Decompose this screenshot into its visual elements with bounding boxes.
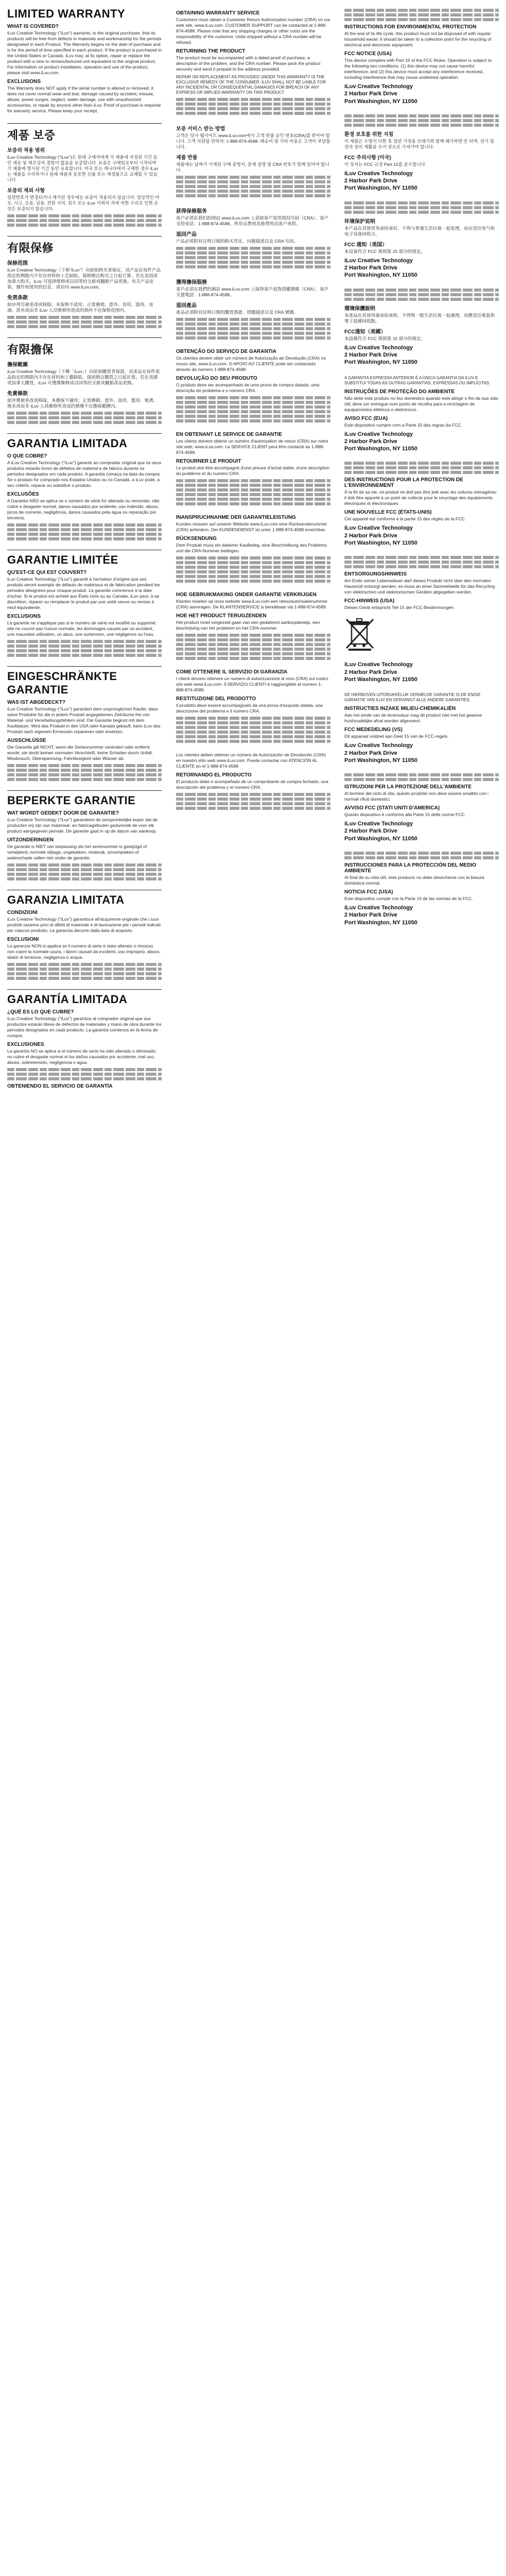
heading-ko-fcc: FCC 주의사항 (미국) xyxy=(344,155,391,161)
street-address: 2 Harbor Park Drive xyxy=(344,828,397,835)
heading-en-return: RETURNING THE PRODUCT xyxy=(176,48,246,54)
heading-es-exclusions: EXCLUSIONES xyxy=(7,1042,44,1047)
heading-tw-coverage: 擔保範圍 xyxy=(7,362,28,368)
text-de-environment: Am Ende seiner Lebensdauer darf dieses Produkt nicht über den normalen Hausmüll entsorgt werden; es muss an einer Sammelstelle für das Recycling von elektrischen und elektronischen Geräten abgegeben werden. xyxy=(344,578,495,595)
section-zh-warranty xyxy=(7,236,162,328)
text-fr-exclusions: La garantie ne s'applique pas si le numéro de série est modifié ou supprimé; elle ne couvre pas l'usure normale, les dommages causés par un accident, une mauvaise utilisation, un abus, une surtension, une négligence ou l'eau. xyxy=(7,620,157,637)
heading-en-fcc: FCC NOTICE (USA) xyxy=(344,51,392,57)
section-de-warranty xyxy=(7,666,162,781)
text-zh-return: 产品必须附有注明日期的购买凭证、问题描述以及 CRA 号码。 xyxy=(176,239,299,244)
text-pt-service: Os clientes devem obter um número de Autorização de Devolução (CRA) no nosso site, www.iLuv.com. O APOIO AO CLIENTE pode ser contactado através do número 1-888-874-4588. xyxy=(176,355,326,372)
text-zh-service: 客户必须在我们的网站 www.iLuv.com 上获取客户退货授权号码（CRA）。客户支持电话：1-888-874-4588。所有运费或其他费用由客户承担。 xyxy=(176,215,329,226)
column-left xyxy=(7,7,162,1098)
heading-en-exclusions: EXCLUSIONS xyxy=(7,79,41,84)
text-de-return: Dem Produkt muss ein datierter Kaufbeleg, eine Beschreibung des Problems und die CRA-Nummer beiliegen. xyxy=(176,543,327,553)
heading-de-fcc: FCC-HINWEIS (USA) xyxy=(344,598,395,604)
heading-es-fcc: NOTICIA FCC (USA) xyxy=(344,889,393,895)
text-tw-fcc: 本設備符合 FCC 規則第 15 部分的規定。 xyxy=(344,335,426,341)
text-ko-coverage: iLuv Creative Technology ("iLuv")은 원래 구매자에게 각 제품에 지정된 기간 동안 재료 및 제조상의 결함이 없음을 보증합니다. 보증은 구매일로부터 시작되며 각 제품에 명시된 기간 동안 유효합니다. 미국 또는 캐나다에서 구매한 경우 iLuv는 제품을 수리하거나 원래 제품과 동등한 신품 또는 재생품으로 교체할 수 있습니다. xyxy=(7,155,159,182)
heading-de-return: RÜCKSENDUNG xyxy=(176,536,217,541)
heading-tw-environment: 環境保護說明 xyxy=(344,306,375,312)
text-nl-environment: Aan het einde van de levensduur mag dit product niet met het gewone huishoudelijke afval worden afgevoerd. xyxy=(344,713,482,724)
section-zh-notices xyxy=(344,201,499,279)
text-fr-coverage: iLuv Creative Technology ("iLuv") garantit à l'acheteur d'origine que ses produits seront exempts de défauts de matériaux et de fabrication pendant les périodes désignées pour chaque produit. La garantie commence à la date d'achat. Si le produit est acheté aux États-Unis ou au Canada, iLuv peut, à sa discrétion, réparer ou remplacer le produit par une unité neuve ou remise à neuf équivalente. xyxy=(7,577,160,610)
company-name: iLuv Creative Technology xyxy=(344,742,413,749)
text-es-environment: Al final de su vida útil, este producto no debe desecharse con la basura doméstica normal. xyxy=(344,875,484,886)
heading-ko-environment: 환경 보호를 위한 지침 xyxy=(344,131,394,138)
section-ko-notices xyxy=(344,114,499,192)
heading-pt-environment: INSTRUÇÕES DE PROTEÇÃO DO AMBIENTE xyxy=(344,388,455,395)
heading-nl-coverage: WAT WORDT GEDEKT DOOR DE GARANTIE? xyxy=(7,810,119,816)
city-address: Port Washington, NY 11050 xyxy=(344,676,417,683)
title-es: GARANTÍA LIMITADA xyxy=(7,989,162,1006)
heading-es-return: RETORNANDO EL PRODUCTO xyxy=(176,772,252,778)
company-name: iLuv Creative Technology xyxy=(344,431,413,437)
heading-zh-exclusions: 免责条款 xyxy=(7,295,28,301)
section-nl-service xyxy=(176,592,330,660)
section-ko-service xyxy=(176,124,330,197)
heading-fr-service: EN OBTENANT LE SERVICE DE GARANTIE xyxy=(176,432,282,437)
title-en: LIMITED WARRANTY xyxy=(7,7,126,20)
heading-fr-environment: DES INSTRUCTIONS POUR LA PROTECTION DE L'ENVIRONNEMENT xyxy=(344,477,463,489)
section-ko-warranty xyxy=(7,123,162,227)
city-address: Port Washington, NY 11050 xyxy=(344,540,417,547)
heading-it-return: RESTITUZIONE DEL PRODOTTO xyxy=(176,696,256,702)
text-tw-environment: 本產品在其使用壽命結束時，不得與一般生活垃圾一起處理，而應送往電氣和電子設備回收點。 xyxy=(344,312,495,324)
heading-it-service: COME OTTENERE IL SERVIZIO DI GARANZIA xyxy=(176,669,288,675)
text-nl-disclaimer: DE HIERBOVEN UITDRUKKELIJK VERMELDE GARANTIE IS DE ENIGE GARANTIE VAN ILUV EN VERVANGT ALLE ANDERE GARANTIES. xyxy=(344,692,481,703)
text-pt-disclaimer: A GARANTIA EXPRESSA ANTERIOR É A ÚNICA GARANTIA DA ILUV E SUBSTITUI TODAS AS OUTRAS GARANTIAS, EXPRESSAS OU IMPLÍCITAS. xyxy=(344,375,491,385)
heading-nl-fcc: FCC MEDEDELING (VS) xyxy=(344,727,403,733)
heading-en-coverage: WHAT IS COVERED? xyxy=(7,24,59,29)
section-it-warranty xyxy=(7,890,162,980)
city-address: Port Washington, NY 11050 xyxy=(344,185,417,192)
heading-nl-exclusions: UITZONDERINGEN xyxy=(7,837,54,843)
text-fr-fcc: Cet appareil est conforme à la partie 15 des règles de la FCC. xyxy=(344,516,466,522)
text-nl-fcc: Dit apparaat voldoet aan Deel 15 van de FCC-regels. xyxy=(344,734,449,739)
heading-fr-coverage: QU'EST-CE QUI EST COUVERT? xyxy=(7,570,87,575)
heading-fr-return: RETOURNER LE PRODUIT xyxy=(176,459,241,464)
city-address: Port Washington, NY 11050 xyxy=(344,98,417,105)
text-tw-return: 產品必須附有註明日期的購買憑證、問題描述以及 CRA 號碼。 xyxy=(176,310,299,315)
heading-de-exclusions: AUSSCHLÜSSE xyxy=(7,738,46,743)
text-fr-environment: À la fin de sa vie, ce produit ne doit pas être jeté avec les ordures ménagères; il doit être apporté à un point de collecte pour le recyclage des équipements électriques et électroniques. xyxy=(344,489,497,506)
heading-zh-service: 获得保修服务 xyxy=(176,209,207,214)
section-es-notices xyxy=(344,852,499,926)
section-nl-notices xyxy=(344,692,499,764)
city-address: Port Washington, NY 11050 xyxy=(344,757,417,764)
text-ko-service: 고객은 당사 웹사이트 www.iLuv.com에서 고객 반품 승인 번호(CRA)를 받아야 합니다. 고객 지원팀 연락처: 1-888-874-4588. 배송비 및 기타 비용은 고객이 부담합니다. xyxy=(176,133,330,149)
section-es-service xyxy=(176,752,330,810)
text-en-return: The product must be accompanied with a dated proof of purchase, a description of the problem, and the CRA number. Please pack the product securely and send it prepaid to the address provided. xyxy=(176,55,321,72)
heading-it-environment: ISTRUZIONI PER LA PROTEZIONE DELL'AMBIENTE xyxy=(344,784,472,790)
heading-nl-environment: INSTRUCTIES INZAKE MILIEU-CHEMIKALIËN xyxy=(344,706,456,712)
company-name: iLuv Creative Technology xyxy=(344,662,413,668)
city-address: Port Washington, NY 11050 xyxy=(344,835,417,842)
text-fr-service: Les clients doivent obtenir un numéro d'autorisation de retour (CRA) sur notre site web, www.iLuv.com. Le SERVICE CLIENT peut être contacté au 1-888-874-4588. xyxy=(176,438,328,455)
section-tw-notices xyxy=(344,289,499,366)
heading-zh-return: 退回产品 xyxy=(176,232,197,238)
address-block-fr xyxy=(344,524,499,547)
text-nl-coverage: iLuv Creative Technology ("iLuv") garandeert de oorspronkelijke koper dat de producten vrij zijn van materiaal- en fabricagefouten gedurende de voor elk product aangegeven periode. De garantie gaat in op de datum van aankoop. xyxy=(7,817,158,834)
heading-en-environment: INSTRUCTIONS FOR ENVIRONMENTAL PROTECTION xyxy=(344,24,477,30)
heading-ko-service: 보증 서비스 받는 방법 xyxy=(176,126,225,132)
section-pt-service xyxy=(176,349,330,422)
section-tw-warranty xyxy=(7,337,162,424)
heading-tw-exclusions: 免責條款 xyxy=(7,391,28,397)
section-fr-service xyxy=(176,432,330,505)
heading-es-coverage: ¿QUÉ ES LO QUE CUBRE? xyxy=(7,1009,74,1015)
section-zh-service xyxy=(176,207,330,268)
text-de-exclusions: Die Garantie gilt NICHT, wenn die Seriennummer verändert oder entfernt wurde; sie deckt keinen normalen Verschleiß, keine Schäden durch Unfall, Missbrauch, Überspannung, Fahrlässigkeit oder Wasser ab. xyxy=(7,744,153,761)
section-it-notices xyxy=(344,773,499,842)
text-fr-return: Le produit doit être accompagné d'une preuve d'achat datée, d'une description du problème et du numéro CRA. xyxy=(176,465,330,476)
column-right xyxy=(344,7,499,936)
title-it: GARANZIA LIMITATA xyxy=(7,890,162,907)
text-pt-return: O produto deve ser acompanhado de uma prova de compra datada, uma descrição do problema e o número CRA. xyxy=(176,382,320,393)
heading-de-environment: ENTSORGUNGSHINWEIS xyxy=(344,571,407,578)
heading-zh-coverage: 保修范围 xyxy=(7,261,28,266)
text-nl-return: Het product moet vergezeld gaan van een gedateerd aankoopbewijs, een beschrijving van het probleem en het CRA-nummer. xyxy=(176,620,320,631)
text-nl-service: Klanten moeten op onze website www.iLuv.com een retourautorisatienummer (CRA) aanvragen. De KLANTENSERVICE is bereikbaar via 1-888-874-4588. xyxy=(176,599,328,609)
heading-en-service: OBTAINING WARRANTY SERVICE xyxy=(176,10,260,16)
heading-fr-fcc: UNE NOUVELLE FCC (ÉTATS-UNIS) xyxy=(344,510,432,516)
street-address: 2 Harbor Park Drive xyxy=(344,750,397,756)
text-it-service: I clienti devono ottenere un numero di autorizzazione al reso (CRA) sul nostro sito web www.iLuv.com. Il SERVIZIO CLIENTI è raggiungibile al numero 1-888-874-4588. xyxy=(176,676,328,692)
text-pt-exclusions: A Garantia NÃO se aplica se o número de série for alterado ou removido; não cobre o desgaste normal, danos causados por acidente, uso indevido, abuso, picos de corrente, negligência, danos causados pela água ou reparação por terceiros. xyxy=(7,498,160,520)
text-ko-fcc: 이 장치는 FCC 규정 Part 15를 준수합니다. xyxy=(344,161,427,167)
heading-it-fcc: AVVISO FCC (STATI UNITI D'AMERICA) xyxy=(344,805,440,811)
heading-nl-return: HOE HET PRODUCT TERUGZENDEN xyxy=(176,613,267,619)
heading-ko-return: 제품 반품 xyxy=(176,155,198,161)
title-fr: GARANTIE LIMITÉE xyxy=(7,550,162,567)
section-fr-notices xyxy=(344,462,499,547)
section-en-service xyxy=(176,10,330,115)
text-ko-exclusions: 일련번호가 변경되거나 제거된 경우에는 보증이 적용되지 않습니다. 정상적인 마모, 사고, 오용, 남용, 전원 서지, 침수 또는 iLuv 이외의 자에 의한 수리로 인한 손상은 보증되지 않습니다. xyxy=(7,195,160,211)
heading-fr-exclusions: EXCLUSIONS xyxy=(7,614,41,619)
section-fr-warranty xyxy=(7,550,162,657)
section-pt-notices xyxy=(344,376,499,453)
text-pt-coverage: A iLuv Creative Technology ("iLuv") garante ao comprador original que os seus produtos estarão livres de defeitos de material e de fabrico durante os períodos designados em cada produto. A garantia começa na data da compra. Se o produto for comprado nos Estados Unidos ou no Canadá, a iLuv pode, a seu critério, reparar ou substituir o produto. xyxy=(7,460,162,488)
section-it-service xyxy=(176,669,330,743)
text-es-coverage: iLuv Creative Technology ("iLuv") garantiza al comprador original que sus productos estarán libres de defectos de materiales y mano de obra durante los períodos designados en cada producto. La garantía comienza en la fecha de compra. xyxy=(7,1016,162,1038)
city-address: Port Washington, NY 11050 xyxy=(344,272,417,279)
street-address: 2 Harbor Park Drive xyxy=(344,91,397,97)
weee-crossed-bin-icon xyxy=(344,617,375,651)
street-address: 2 Harbor Park Drive xyxy=(344,532,397,539)
street-address: 2 Harbor Park Drive xyxy=(344,178,397,184)
heading-tw-return: 退回產品 xyxy=(176,303,197,309)
street-address: 2 Harbor Park Drive xyxy=(344,265,397,272)
heading-nl-service: HOE GEBRUIKMAKING ONDER GARANTIE VERKRIJGEN xyxy=(176,592,317,598)
text-en-environment: At the end of its life cycle, this product must not be disposed of with regular household waste; it should be taken to a collection point for the recycling of electrical and electronic equipment. xyxy=(344,31,492,47)
address-block-en xyxy=(344,83,499,105)
text-it-fcc: Questo dispositivo è conforme alla Parte 15 delle norme FCC. xyxy=(344,812,466,818)
text-pt-environment: Não deite este produto no lixo doméstico quando este atingir o fim da sua vida útil; deve ser entregue num ponto de recolha para a reciclagem de equipamentos elétricos e eletrónicos. xyxy=(344,395,498,412)
heading-de-service: INANSPRUCHNAHME DER GARANTIELEISTUNG xyxy=(176,515,296,520)
heading-ko-coverage: 보증의 적용 범위 xyxy=(7,148,45,154)
text-ko-return: 제품에는 날짜가 기재된 구매 증명서, 문제 설명 및 CRA 번호가 함께 있어야 합니다. xyxy=(176,162,329,173)
text-it-return: Il prodotto deve essere accompagnato da una prova d'acquisto datata, una descrizione del problema e il numero CRA. xyxy=(176,703,323,714)
address-block-zh xyxy=(344,257,499,279)
heading-pt-return: DEVOLUÇÃO DO SEU PRODUTO xyxy=(176,376,257,381)
text-de-fcc: Dieses Gerät entspricht Teil 15 der FCC-Bestimmungen. xyxy=(344,605,455,611)
heading-it-exclusions: ESCLUSIONI xyxy=(7,937,39,942)
address-block-nl xyxy=(344,742,499,764)
text-de-service: Kunden müssen auf unserer Website www.iLuv.com eine Rücksendenummer (CRA) anfordern. Der KUNDENDIENST ist unter 1-888-874-4588 erreichbar. xyxy=(176,521,327,532)
title-ko: 제품 보증 xyxy=(7,123,162,143)
company-name: iLuv Creative Technology xyxy=(344,344,413,351)
section-nl-warranty xyxy=(7,790,162,880)
heading-de-coverage: WAS IST ABGEDECKT? xyxy=(7,700,65,705)
street-address: 2 Harbor Park Drive xyxy=(344,669,397,675)
text-it-exclusions: La garanzia NON si applica se il numero di serie è stato alterato o rimosso; non copre la normale usura, i danni causati da incidenti, uso improprio, abuso, sbalzi di tensione, negligenza o acqua. xyxy=(7,943,161,960)
street-address: 2 Harbor Park Drive xyxy=(344,438,397,445)
heading-pt-service: OBTENÇÃO DO SERVIÇO DE GARANTIA xyxy=(176,349,276,354)
heading-tw-service: 獲得擔保服務 xyxy=(176,280,207,285)
text-en-coverage: iLuv Creative Technology ("iLuv") warrants, to the original purchaser, that its products will be free from defects in materials and workmanship for the periods designated in each Product. The Warranty begins on the date of purchase and is for the period of time specified in each product. If the product is purchased in the United States or Canada, iLuv may, at its option, repair or replace the product with a new or remanufactured unit equivalent to the original product. For information on product installation, operation and use of the product, please visit www.iLuv.com. xyxy=(7,30,162,75)
text-en-fcc: This device complies with Part 15 of the FCC Rules. Operation is subject to the following two conditions: (1) this device may not cause harmful interference, and (2) this device must accept any interference received, including interference that may cause undesired operation. xyxy=(344,58,492,80)
heading-ko-exclusions: 보증의 제외 사항 xyxy=(7,188,45,194)
text-en-exclusions: The Warranty does NOT apply if the serial number is altered or removed; it does not cover normal wear and tear, damage caused by accident, misuse, abuse, power surges, neglect, water damage, use with unauthorized accessories, or repair by anyone other than iLuv. Proof of purchase is required for warranty service. Please keep your receipt. xyxy=(7,86,161,113)
heading-pt-fcc: AVISO FCC (EUA) xyxy=(344,415,388,421)
section-de-notices xyxy=(344,556,499,683)
text-es-return: El producto debe ir acompañado de un comprobante de compra fechado, una descripción del problema y el número CRA. xyxy=(176,779,328,790)
city-address: Port Washington, NY 11050 xyxy=(344,359,417,366)
text-es-fcc: Este dispositivo cumple con la Parte 15 de las normas de la FCC. xyxy=(344,896,473,902)
text-zh-fcc: 本设备符合 FCC 规则第 15 部分的规定。 xyxy=(344,248,426,254)
text-tw-exclusions: 如序號被更改或移除，本擔保不適用；正常磨損、意外、誤用、濫用、電湧、進水或由非 iLuv 人員維修所造成的損壞不在擔保範圍內。 xyxy=(7,398,158,409)
company-name: iLuv Creative Technology xyxy=(344,170,413,177)
section-es-warranty xyxy=(7,989,162,1089)
title-pt: GARANTIA LIMITADA xyxy=(7,433,162,450)
address-block-es xyxy=(344,904,499,926)
title-tw: 有限擔保 xyxy=(7,337,162,357)
heading-es-environment: INSTRUCCIONES PARA LA PROTECCIÓN DEL MEDIO AMBIENTE xyxy=(344,862,477,874)
text-zh-coverage: iLuv Creative Technology（下称"iLuv"）向原始购买者保证，其产品在每件产品指定的期限内不存在材料和工艺缺陷。保修期自购买之日起计算。若在美国或加拿大购买，iLuv 可选择维修或以同等的全新或翻新产品更换。有关产品安装、操作和使用的信息，请访问 www.iLuv.com。 xyxy=(7,267,161,290)
company-name: iLuv Creative Technology xyxy=(344,83,413,90)
company-name: iLuv Creative Technology xyxy=(344,821,413,827)
text-tw-coverage: iLuv Creative Technology（下稱「iLuv」）向原始購買者保證，其產品在每件產品指定的期限內不存在材料和工藝缺陷。保固期自購買之日起計算。若在美國或加拿大購買，iLuv 可選擇維修或以同等的全新或翻新產品更換。 xyxy=(7,369,160,385)
text-en-service: Customers must obtain a Customer Return Authorization number (CRA) on our web site, www.iLuv.com. CUSTOMER SUPPORT can be contacted at 1-888-874-4588. Please note that any shipping charges or other costs are the responsibility of the customer. Units shipped without a CRA number will be refused. xyxy=(176,17,330,45)
street-address: 2 Harbor Park Drive xyxy=(344,912,397,919)
heading-zh-fcc: FCC 通知（美国） xyxy=(344,242,388,248)
heading-es-service: OBTENIENDO EL SERVICIO DE GARANTÍA xyxy=(7,1083,113,1089)
text-en-disclaimer: REPAIR OR REPLACEMENT AS PROVIDED UNDER THIS WARRANTY IS THE EXCLUSIVE REMEDY OF THE CONSUMER. ILUV SHALL NOT BE LIABLE FOR ANY INCIDENTAL OR CONSEQUENTIAL DAMAGES FOR BREACH OF ANY EXPRESS OR IMPLIED WARRANTY ON THIS PRODUCT. xyxy=(176,75,326,95)
heading-zh-environment: 环境保护说明 xyxy=(344,218,375,225)
text-it-coverage: iLuv Creative Technology ("iLuv") garantisce all'acquirente originale che i suoi prodotti saranno privi di difetti di materiale e di lavorazione per i periodi indicati per ciascun prodotto. La garanzia decorre dalla data di acquisto. xyxy=(7,917,161,933)
title-nl: BEPERKTE GARANTIE xyxy=(7,790,162,807)
text-pt-fcc: Este dispositivo cumpre com a Parte 15 das regras da FCC. xyxy=(344,422,462,428)
heading-tw-fcc: FCC通知（美國） xyxy=(344,329,386,335)
title-zh: 有限保修 xyxy=(7,236,162,256)
city-address: Port Washington, NY 11050 xyxy=(344,446,417,452)
address-block-it xyxy=(344,820,499,842)
column-middle xyxy=(176,7,330,819)
city-address: Port Washington, NY 11050 xyxy=(344,919,417,926)
text-zh-environment: 本产品在其使用寿命结束时，不得与普通生活垃圾一起处理，而应送往电气和电子设备回收点。 xyxy=(344,225,495,236)
section-tw-service xyxy=(176,278,330,340)
address-block-ko xyxy=(344,170,499,192)
address-block-pt xyxy=(344,431,499,453)
text-es-service: Los clientes deben obtener un número de Autorización de Devolución (CRA) en nuestro sitio web www.iLuv.com. Puede contactar con ATENCIÓN AL CLIENTE en el 1-888-874-4588. xyxy=(176,752,326,769)
text-ko-environment: 이 제품은 수명이 다한 후 일반 가정용 쓰레기와 함께 폐기하면 안 되며, 전기 및 전자 장비 재활용 수거 장소로 가져가야 합니다. xyxy=(344,138,494,149)
section-de-service xyxy=(176,515,330,583)
text-es-exclusions: La garantía NO se aplica si el número de serie ha sido alterado o eliminado; no cubre el desgaste normal ni los daños causados por accidente, mal uso, abuso, sobretensión, negligencia o agua. xyxy=(7,1048,156,1065)
company-name: iLuv Creative Technology xyxy=(344,525,413,532)
heading-pt-coverage: O QUE COBRE? xyxy=(7,453,47,459)
company-name: iLuv Creative Technology xyxy=(344,257,413,264)
street-address: 2 Harbor Park Drive xyxy=(344,351,397,358)
text-de-coverage: iLuv Creative Technology ("iLuv") garantiert dem ursprünglichen Käufer, dass seine Produkte für die in jedem Produkt angegebenen Zeiträume frei von Material- und Verarbeitungsfehlern sind. Die Garantie beginnt mit dem Kaufdatum. Wird das Produkt in den USA oder Kanada gekauft, kann iLuv das Produkt nach eigenem Ermessen reparieren oder ersetzen. xyxy=(7,706,161,734)
text-nl-exclusions: De garantie is NIET van toepassing als het serienummer is gewijzigd of verwijderd; normale slijtage, ongelukken, misbruik, stroompieken of waterschade vallen niet onder de garantie. xyxy=(7,844,147,860)
text-zh-exclusions: 如序列号被更改或移除，本保修不适用；正常磨损、意外、误用、滥用、电涌、进水或由非 iLuv 人员维修所造成的损坏不在保修范围内。 xyxy=(7,302,153,313)
text-it-environment: Al termine del ciclo di vita, questo prodotto non deve essere smaltito con i normali rifiuti domestici. xyxy=(344,791,488,802)
heading-pt-exclusions: EXCLUSÕES xyxy=(7,492,39,497)
section-pt-warranty xyxy=(7,433,162,540)
address-block-tw xyxy=(344,344,499,366)
company-name: iLuv Creative Technology xyxy=(344,905,413,911)
address-block-de xyxy=(344,661,499,683)
text-tw-service: 客戶必須在我們的網站 www.iLuv.com 上取得客戶退貨授權號碼（CRA）。客戶支援電話：1-888-874-4588。 xyxy=(176,286,329,297)
section-en-warranty xyxy=(7,7,162,114)
title-de: EINGESCHRÄNKTE GARANTIE xyxy=(7,666,162,697)
heading-it-coverage: CONDIZIONI xyxy=(7,910,38,916)
section-en-notices xyxy=(344,9,499,105)
